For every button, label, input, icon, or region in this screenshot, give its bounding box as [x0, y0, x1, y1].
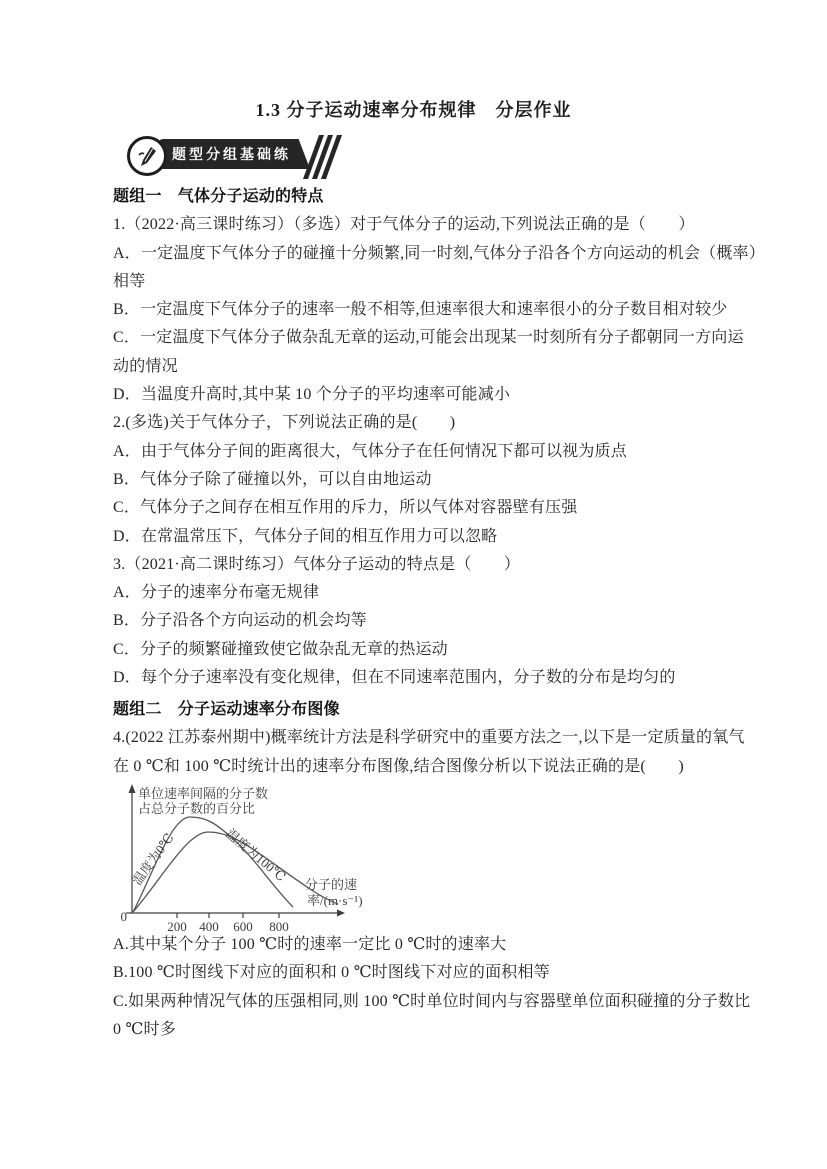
origin-label: 0: [120, 909, 127, 924]
option-line: C．气体分子之间存在相互作用的斥力，所以气体对容器壁有压强: [113, 499, 578, 517]
question-group-2: [113, 696, 745, 781]
question-line: 1.（2022·高三课时练习）（多选）对于气体分子的运动,下列说法正确的是（ ）: [113, 216, 695, 234]
option-line: B．气体分子除了碰撞以外，可以自由地运动: [113, 470, 432, 488]
section-banner-label: 题型分组基础练: [172, 146, 291, 162]
y-axis-arrow-icon: [129, 784, 136, 793]
option-line: 0 ℃时多: [113, 1020, 176, 1038]
option-line: A.其中某个分子 100 ℃时的速率一定比 0 ℃时的速率大: [113, 936, 507, 953]
x-tick-label: 200: [167, 919, 187, 934]
question-line: 2.(多选)关于气体分子，下列说法正确的是( ): [113, 414, 456, 432]
pen-nib-icon: [133, 142, 161, 170]
question-4-options: [113, 931, 751, 1044]
y-axis-label-line1: 单位速率间隔的分子数: [138, 786, 269, 801]
curve-label-100C: 温度为100℃: [223, 825, 289, 885]
y-axis-label-line2: 占总分子数的百分比: [138, 801, 256, 816]
option-line: D．每个分子速率没有变化规律，但在不同速率范围内，分子数的分布是均匀的: [113, 669, 676, 687]
option-line: 相等: [113, 272, 146, 290]
speed-distribution-chart: [113, 782, 423, 934]
option-line: A．由于气体分子间的距离很大，气体分子在任何情况下都可以视为质点: [113, 442, 627, 460]
option-line: D．当温度升高时,其中某 10 个分子的平均速率可能减小: [113, 386, 511, 404]
option-line: C．一定温度下气体分子做杂乱无章的运动,可能会出现某一时刻所有分子都朝同一方向运: [113, 329, 744, 347]
option-line: A．一定温度下气体分子的碰撞十分频繁,同一时刻,气体分子沿各个方向运动的机会（概率）: [113, 244, 765, 262]
curve-label-0C: 温度为0℃: [129, 830, 177, 888]
question-line: 4.(2022 江苏泰州期中)概率统计方法是科学研究中的重要方法之一,以下是一定质量的氧气: [113, 729, 745, 747]
x-tick-label: 400: [199, 919, 219, 934]
banner-badge: [127, 136, 167, 176]
option-line: A．分子的速率分布毫无规律: [113, 584, 320, 602]
group2-heading: 题组二 分子运动速率分布图像: [113, 701, 340, 718]
option-line: B．分子沿各个方向运动的机会均等: [113, 612, 367, 630]
x-tick-label: 800: [269, 919, 289, 934]
page-title: 1.3 分子运动速率分布规律 分层作业: [255, 100, 572, 120]
option-line: B.100 ℃时图线下对应的面积和 0 ℃时图线下对应的面积相等: [113, 964, 550, 982]
option-line: C．分子的频繁碰撞致使它做杂乱无章的热运动: [113, 640, 448, 658]
x-axis-label-line2: 率/(m·s⁻¹): [307, 893, 363, 908]
group1-heading: 题组一 气体分子运动的特点: [113, 188, 324, 205]
question-group-1: [113, 183, 765, 692]
x-axis-arrow-icon: [337, 910, 345, 917]
question-line: 3.（2021·高二课时练习）气体分子运动的特点是（ ）: [113, 555, 521, 573]
option-line: C.如果两种情况气体的压强相同,则 100 ℃时单位时间内与容器壁单位面积碰撞的分子数比: [113, 992, 751, 1010]
x-tick-label: 600: [233, 919, 253, 934]
option-line: D．在常温常压下，气体分子间的相互作用力可以忽略: [113, 527, 498, 545]
option-line: 动的情况: [113, 357, 178, 375]
question-line: 在 0 ℃和 100 ℃时统计出的速率分布图像,结合图像分析以下说法正确的是( ): [113, 757, 684, 775]
option-line: B．一定温度下气体分子的速率一般不相等,但速率很大和速率很小的分子数目相对较少: [113, 301, 728, 319]
x-axis-label-line1: 分子的速: [305, 877, 358, 892]
